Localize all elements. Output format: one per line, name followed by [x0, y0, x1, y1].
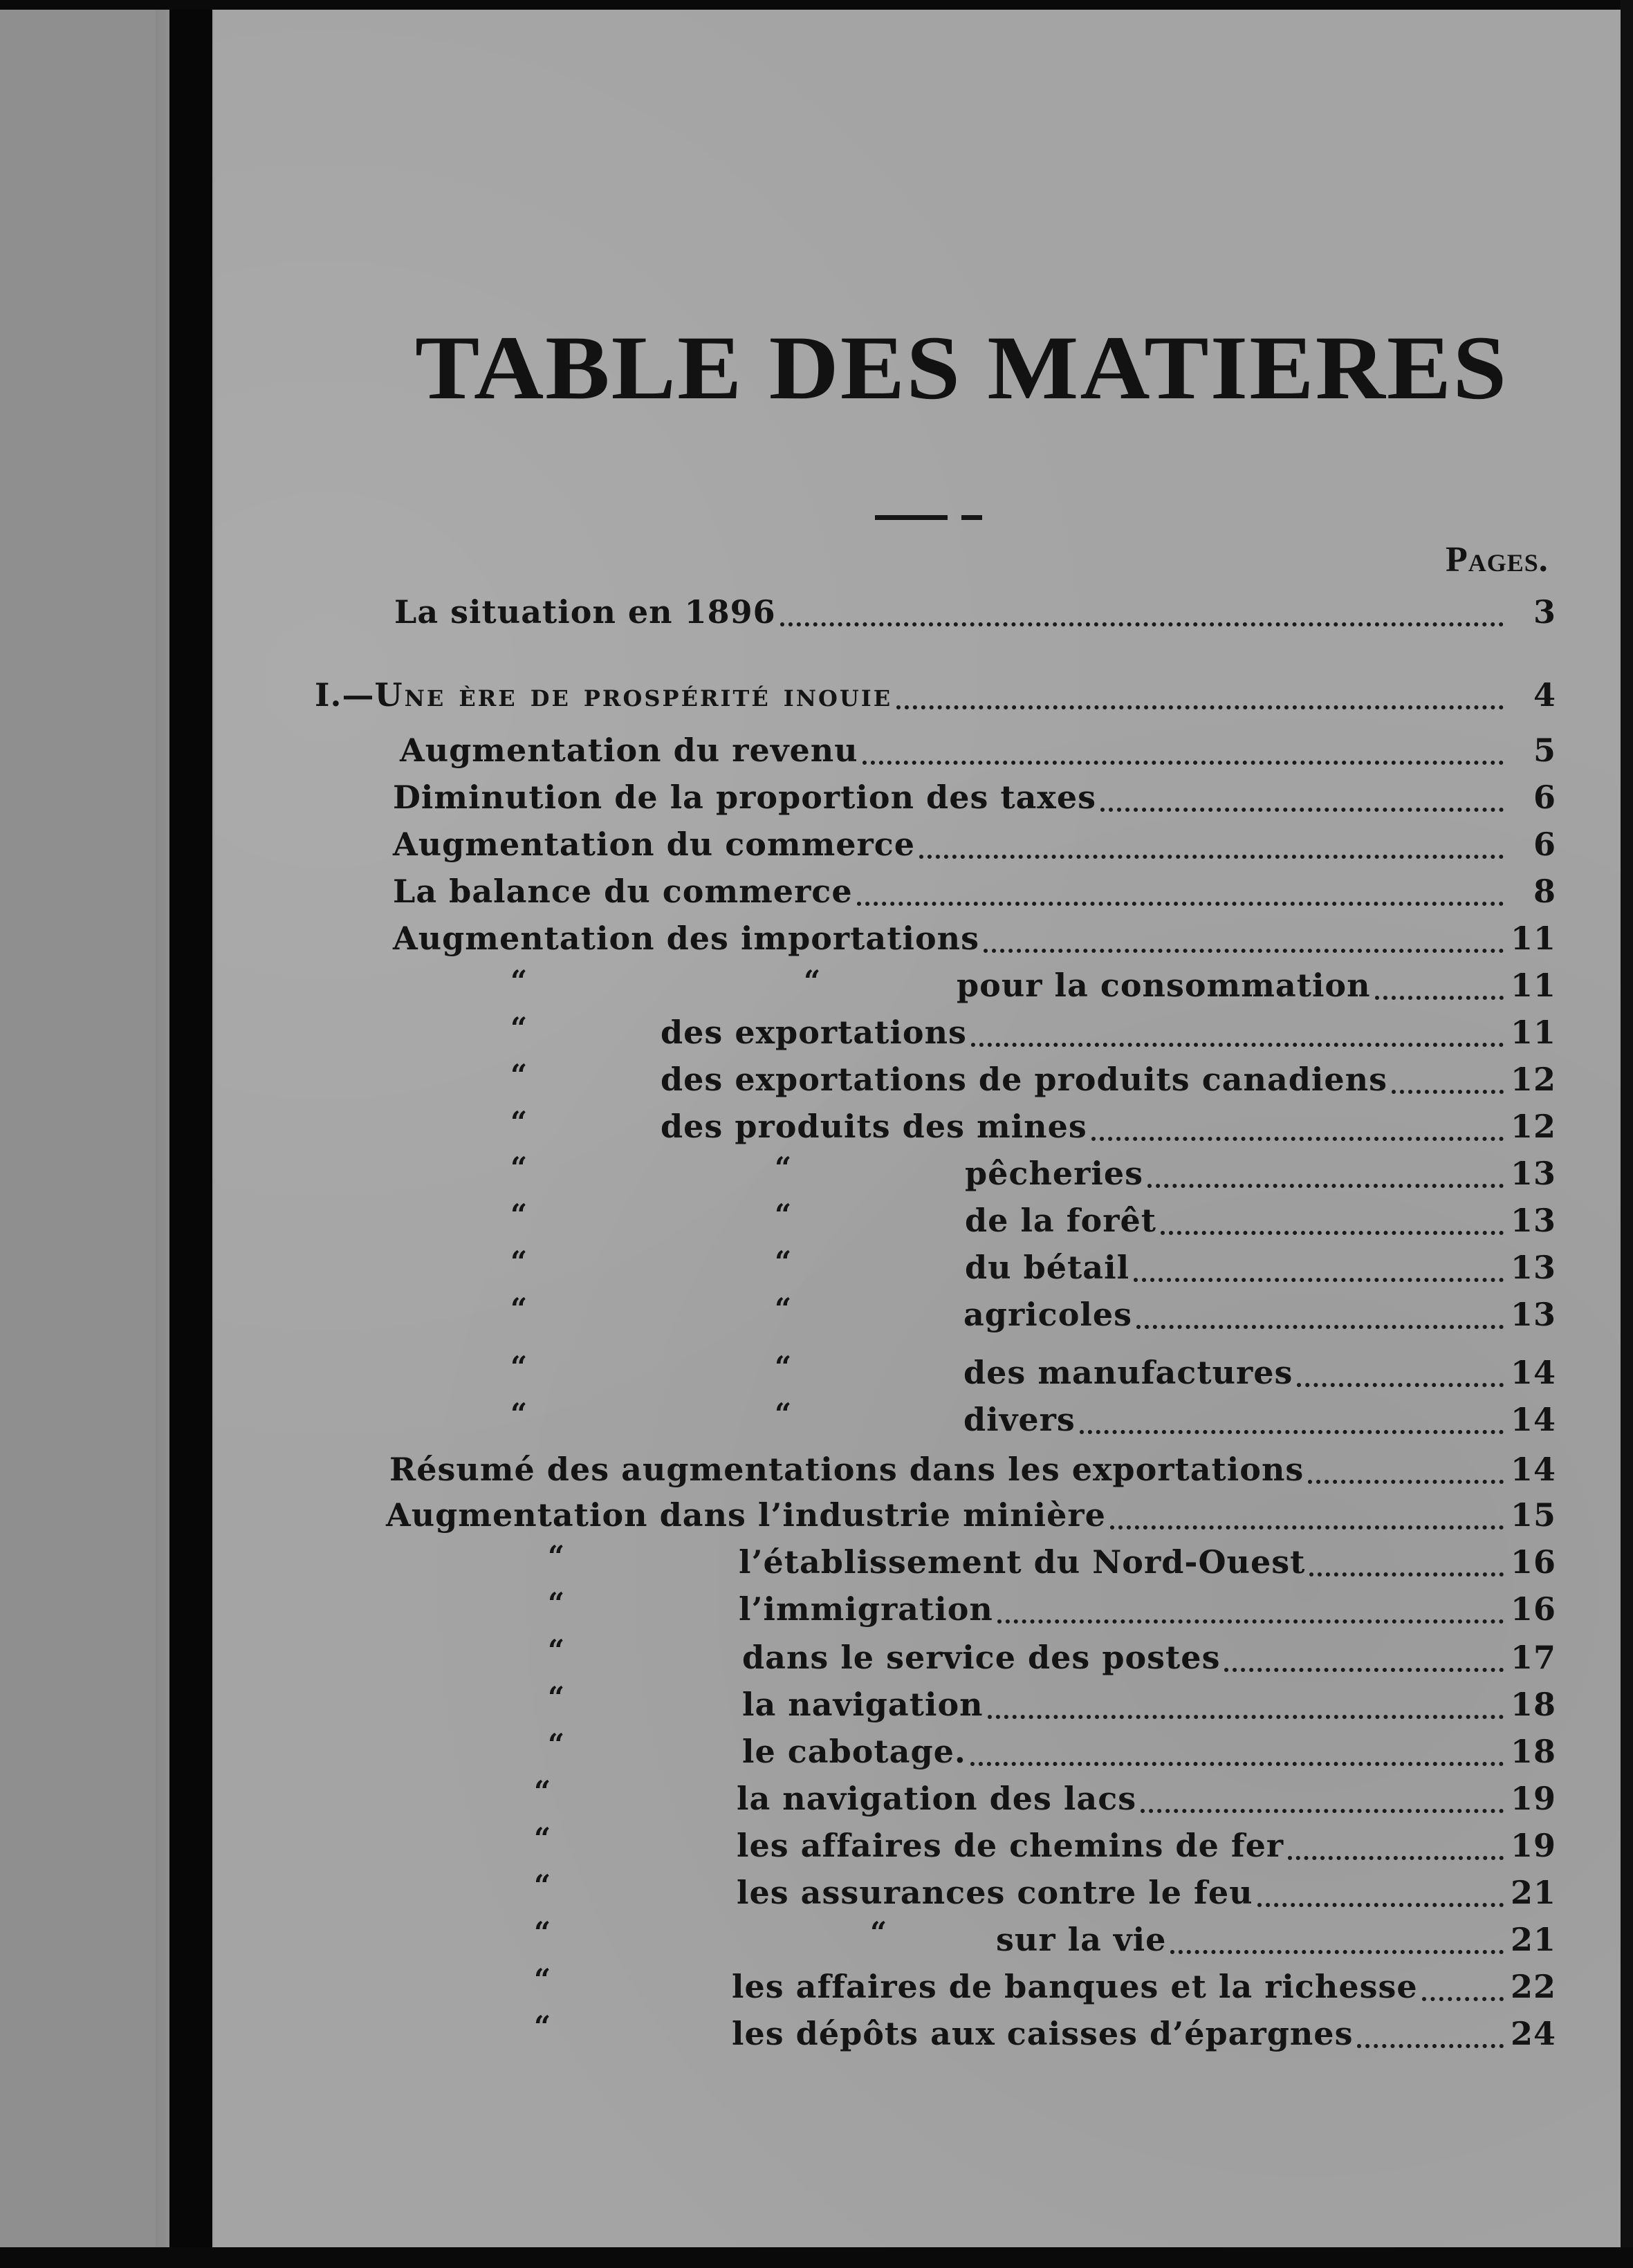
- ditto-mark: “: [775, 1292, 792, 1326]
- toc-entry-page: 11: [1510, 967, 1556, 1004]
- pages-column-header: Pages.: [1446, 540, 1549, 579]
- ditto-mark: “: [775, 1151, 792, 1184]
- toc-entry-label: les affaires de banques et la richesse: [732, 1968, 1418, 2005]
- ditto-mark: “: [775, 1397, 792, 1431]
- ditto-mark: “: [548, 1586, 565, 1620]
- ditto-mark: “: [548, 1680, 565, 1714]
- toc-entry: [393, 779, 1556, 821]
- dot-leader: [780, 622, 1504, 626]
- toc-entry-label: La situation en 1896: [394, 593, 776, 631]
- dot-leader: [1110, 1525, 1504, 1530]
- toc-entry-page: 14: [1510, 1354, 1556, 1391]
- dot-leader: [1170, 1950, 1504, 1954]
- ditto-mark: “: [870, 1915, 887, 1949]
- dot-leader: [997, 1619, 1504, 1624]
- toc-entry: [957, 967, 1556, 1010]
- dot-leader: [919, 855, 1504, 859]
- toc-entry-label: des exportations de produits canadiens: [661, 1061, 1388, 1098]
- scan-top-border: [0, 0, 1633, 10]
- ditto-mark: “: [510, 1397, 528, 1431]
- toc-entry-label: Augmentation dans l’industrie minière: [386, 1496, 1106, 1534]
- toc-entry-page: 21: [1510, 1874, 1556, 1911]
- toc-entry: [393, 826, 1556, 868]
- toc-entry-page: 14: [1510, 1401, 1556, 1438]
- toc-entry-page: 6: [1533, 826, 1556, 863]
- ditto-mark: “: [510, 964, 528, 998]
- toc-entry-page: 12: [1510, 1061, 1556, 1098]
- ditto-mark: “: [534, 2009, 551, 2043]
- dot-leader: [1134, 1278, 1504, 1282]
- toc-entry-label: pêcheries: [965, 1155, 1144, 1192]
- toc-entry: [732, 1968, 1556, 2011]
- ditto-mark: “: [510, 1198, 528, 1231]
- chapter-number: I.—: [315, 676, 375, 714]
- toc-entry: [661, 1014, 1556, 1057]
- dot-leader: [988, 1715, 1504, 1719]
- dot-leader: [1288, 1856, 1504, 1860]
- ditto-mark: “: [510, 1245, 528, 1279]
- toc-entry: [400, 732, 1556, 774]
- ditto-mark: “: [510, 1350, 528, 1384]
- dot-leader: [1091, 1137, 1504, 1141]
- dot-leader: [1297, 1383, 1504, 1387]
- toc-entry: [739, 1543, 1556, 1586]
- dot-leader: [984, 949, 1504, 953]
- divider-dash: [875, 515, 948, 520]
- dot-leader: [862, 761, 1504, 765]
- toc-entry: [742, 1733, 1556, 1776]
- toc-entry-page: 6: [1533, 779, 1556, 816]
- toc-entry-page: 24: [1510, 2015, 1556, 2052]
- toc-entry-page: 19: [1510, 1780, 1556, 1817]
- toc-entry: [393, 920, 1556, 963]
- dot-leader: [1080, 1430, 1504, 1434]
- toc-entry-label: Augmentation du revenu: [400, 732, 858, 769]
- toc-entry-page: 11: [1510, 1014, 1556, 1051]
- ditto-mark: “: [548, 1727, 565, 1761]
- ditto-mark: “: [534, 1962, 551, 1996]
- toc-entry: [965, 1249, 1556, 1292]
- toc-entry: [394, 593, 1556, 636]
- dot-leader: [1136, 1325, 1504, 1329]
- book-spine-shadow: [169, 0, 212, 2268]
- toc-entry-label: divers: [963, 1401, 1076, 1438]
- facing-page-edge: [0, 0, 156, 2268]
- dot-leader: [1422, 1997, 1504, 2001]
- toc-entry-label: Résumé des augmentations dans les exportations: [389, 1451, 1304, 1488]
- dot-leader: [1309, 1572, 1504, 1577]
- toc-entry-label: le cabotage.: [742, 1733, 966, 1770]
- ditto-mark: “: [534, 1821, 551, 1855]
- toc-entry-label: du bétail: [965, 1249, 1130, 1286]
- toc-entry: [737, 1780, 1556, 1823]
- ditto-mark: “: [775, 1350, 792, 1384]
- dot-leader: [1141, 1809, 1504, 1813]
- toc-entry-page: 13: [1510, 1202, 1556, 1239]
- toc-entry-page: 16: [1510, 1590, 1556, 1628]
- toc-entry: [965, 1155, 1556, 1198]
- toc-entry-page: 21: [1510, 1921, 1556, 1958]
- dot-leader: [1100, 808, 1504, 812]
- dot-leader: [1392, 1090, 1504, 1094]
- toc-entry: [996, 1921, 1556, 1964]
- toc-entry-label: Augmentation des importations: [393, 920, 979, 957]
- ditto-mark: “: [534, 1774, 551, 1808]
- toc-entry-page: 15: [1510, 1496, 1556, 1534]
- ditto-mark: “: [510, 1058, 528, 1092]
- toc-entry-page: 4: [1533, 676, 1556, 714]
- toc-entry-page: 22: [1510, 1968, 1556, 2005]
- page-title: TABLE DES MATIERES: [415, 317, 1509, 418]
- ditto-mark: “: [534, 1915, 551, 1949]
- toc-entry-page: 11: [1510, 920, 1556, 957]
- dot-leader: [1257, 1903, 1504, 1907]
- dot-leader: [1224, 1668, 1504, 1672]
- toc-entry-page: 17: [1510, 1639, 1556, 1676]
- ditto-mark: “: [510, 1151, 528, 1184]
- toc-entry-label: des exportations: [661, 1014, 967, 1051]
- toc-entry-page: 12: [1510, 1108, 1556, 1145]
- dot-leader: [857, 902, 1504, 906]
- toc-entry: [661, 1108, 1556, 1151]
- dot-leader: [1147, 1184, 1504, 1188]
- ditto-mark: “: [775, 1198, 792, 1231]
- toc-entry: [393, 873, 1556, 915]
- toc-entry: [737, 1874, 1556, 1917]
- toc-entry-label: dans le service des postes: [742, 1639, 1221, 1676]
- toc-entry-page: 13: [1510, 1155, 1556, 1192]
- toc-entry: [389, 1451, 1556, 1494]
- toc-entry-label: de la forêt: [965, 1202, 1156, 1239]
- toc-entry: [742, 1639, 1556, 1682]
- dot-leader: [1357, 2044, 1504, 2048]
- ditto-mark: “: [804, 964, 821, 998]
- toc-entry-label: Augmentation du commerce: [393, 826, 916, 863]
- ditto-mark: “: [534, 1868, 551, 1902]
- toc-entry: [963, 1401, 1556, 1444]
- toc-entry-label: Diminution de la proportion des taxes: [393, 779, 1097, 816]
- toc-entry-label: l’immigration: [739, 1590, 993, 1628]
- toc-entry-page: 8: [1533, 873, 1556, 910]
- toc-entry: [737, 1827, 1556, 1870]
- toc-entry: [963, 1354, 1556, 1397]
- toc-entry: [732, 2015, 1556, 2058]
- toc-entry: [739, 1590, 1556, 1633]
- toc-entry-label: les assurances contre le feu: [737, 1874, 1253, 1911]
- ditto-mark: “: [510, 1011, 528, 1045]
- scan-right-border: [1621, 0, 1633, 2268]
- toc-entry: [965, 1202, 1556, 1245]
- toc-chapter-label: Une ère de prospérité inouie: [374, 676, 893, 714]
- toc-chapter-entry: [315, 676, 1556, 719]
- toc-entry-label: les dépôts aux caisses d’épargnes: [732, 2015, 1354, 2052]
- dot-leader: [971, 1043, 1504, 1047]
- toc-entry-label: des manufactures: [963, 1354, 1293, 1391]
- toc-entry-page: 16: [1510, 1543, 1556, 1581]
- dot-leader: [1308, 1480, 1504, 1484]
- toc-entry-label: pour la consommation: [957, 967, 1371, 1004]
- scan-bottom-border: [0, 2247, 1633, 2268]
- dot-leader: [896, 705, 1504, 709]
- toc-entry-page: 18: [1510, 1686, 1556, 1723]
- toc-entry-label: les affaires de chemins de fer: [737, 1827, 1284, 1864]
- dot-leader: [1375, 996, 1504, 1000]
- toc-entry-page: 19: [1510, 1827, 1556, 1864]
- toc-entry-page: 5: [1533, 732, 1556, 769]
- dot-leader: [970, 1762, 1504, 1766]
- ditto-mark: “: [775, 1245, 792, 1279]
- ditto-mark: “: [548, 1539, 565, 1573]
- toc-entry-page: 18: [1510, 1733, 1556, 1770]
- toc-entry-label: agricoles: [963, 1296, 1133, 1333]
- toc-entry-page: 13: [1510, 1296, 1556, 1333]
- dot-leader: [1161, 1231, 1504, 1235]
- toc-entry-label: l’établissement du Nord-Ouest: [739, 1543, 1306, 1581]
- toc-entry-label: sur la vie: [996, 1921, 1167, 1958]
- toc-entry: [742, 1686, 1556, 1729]
- ditto-mark: “: [510, 1292, 528, 1326]
- ditto-mark: “: [510, 1105, 528, 1139]
- toc-entry-label: la navigation: [742, 1686, 984, 1723]
- toc-entry: [963, 1296, 1556, 1339]
- toc-entry: [386, 1496, 1556, 1539]
- toc-entry-label: la navigation des lacs: [737, 1780, 1137, 1817]
- divider-dash: [961, 515, 982, 520]
- toc-entry: [661, 1061, 1556, 1104]
- toc-entry-page: 3: [1533, 593, 1556, 631]
- ditto-mark: “: [548, 1633, 565, 1667]
- toc-entry-page: 14: [1510, 1451, 1556, 1488]
- toc-entry-label: La balance du commerce: [393, 873, 853, 910]
- toc-entry-label: des produits des mines: [661, 1108, 1087, 1145]
- toc-entry-page: 13: [1510, 1249, 1556, 1286]
